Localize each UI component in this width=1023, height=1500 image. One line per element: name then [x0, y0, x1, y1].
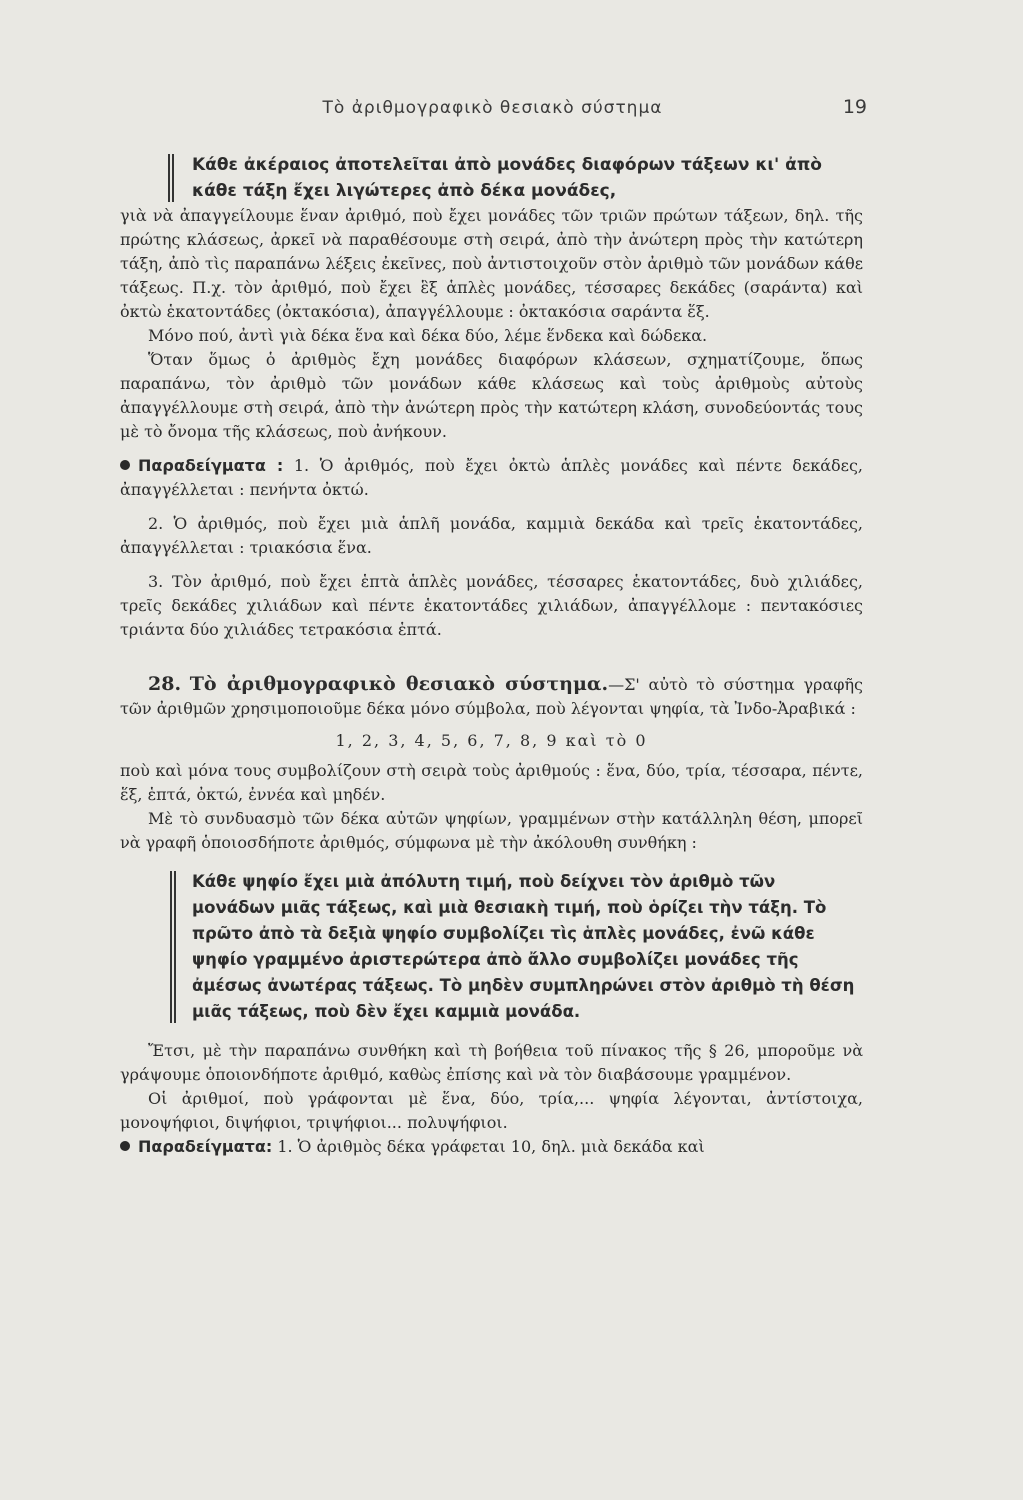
paragraph-digit-names: ποὺ καὶ μόνα τους συμβολίζουν στὴ σειρὰ τοὺς ἀριθμούς : ἕνα, δύο, τρία, τέσσαρα, πέντε, ἕξ, ἑπτά, ὀκτώ, ἐννέα καὶ μηδέν. — [120, 761, 863, 804]
bullet-icon — [120, 1141, 130, 1151]
paragraph-digit-counts: Οἱ ἀριθμοί, ποὺ γράφονται μὲ ἕνα, δύο, τρία,... ψηφία λέγονται, ἀντίστοιχα, μονοψήφιοι, διψήφιοι, τριψήφιοι... πολυψήφιοι. — [120, 1089, 863, 1132]
digits-line: 1, 2, 3, 4, 5, 6, 7, 8, 9 καὶ τὸ 0 — [335, 731, 648, 750]
bullet-icon — [120, 460, 130, 470]
rule-box-1 — [120, 152, 863, 204]
running-header — [120, 98, 865, 126]
section-title: Τὸ ἀριθμογραφικὸ θεσιακὸ σύστημα. — [189, 673, 609, 695]
example-3: 3. Τὸν ἀριθμό, ποὺ ἔχει ἑπτὰ ἁπλὲς μονάδες, τέσσαρες ἑκατοντάδες, δυὸ χιλιάδες, τρεῖς δεκάδες χιλιάδων καὶ πέντε ἑκατοντάδες χιλιάδων, ἀπαγγέλλομε : πεντακόσιες τριάντα δύο χιλιάδες τετρακόσια ἑπτά. — [120, 572, 863, 639]
examples-heading: Παραδείγματα : — [138, 456, 284, 475]
paragraph-classes: Ὅταν ὅμως ὁ ἀριθμὸς ἔχη μονάδες διαφόρων κλάσεων, σχηματίζουμε, ὅπως παραπάνω, τὸν ἀριθμὸ τῶν μονάδων κάθε κλάσεως καὶ τοὺς ἀριθμοὺς αὐτοὺς ἀπαγγέλλουμε στὴ σειρά, ἀπὸ τὴν ἀνώτερη πρὸς τὴν κατώτερη κλάση, συνοδεύοντάς τους μὲ τὸ ὄνομα τῆς κλάσεως, ποὺ ἀνήκουν. — [120, 350, 863, 441]
rule-text-1: Κάθε ἀκέραιος ἀποτελεῖται ἀπὸ μονάδες διαφόρων τάξεων κι' ἀπὸ κάθε τάξη ἔχει λιγώτερες ἀπὸ δέκα μονάδες, — [192, 155, 822, 201]
running-title: Τὸ ἀριθμογραφικὸ θεσιακὸ σύστημα — [322, 98, 663, 118]
rule-box-2: Κάθε ψηφίο ἔχει μιὰ ἀπόλυτη τιμή, ποὺ δείχνει τὸν ἀριθμὸ τῶν μονάδων μιᾶς τάξεως, καὶ μιὰ θεσιακὴ τιμή, ποὺ ὁρίζει τὴν τάξη. Τὸ πρῶτο ἀπὸ τὰ δεξιὰ ψηφίο συμβολίζει τὶς ἁπλὲς μονάδες, ἐνῶ κάθε ψηφίο γραμμένο ἀριστερώτερα ἀπὸ ἄλλο συμβολίζει μονάδες τῆς ἀμέσως ἀνωτέρας τάξεως. Τὸ μηδὲν συμπληρώνει στὸν ἀριθμὸ τὴ θέση μιᾶς τάξεως, ποὺ δὲν ἔχει καμμιὰ μονάδα. — [170, 869, 863, 1025]
section-28 — [120, 672, 863, 721]
example-1 — [120, 454, 863, 502]
example-1-text: 1. Ὁ ἀριθμός, ποὺ ἔχει ὀκτὼ ἁπλὲς μονάδες καὶ πέντε δεκάδες, ἀπαγγέλλεται : πενήντα ὀκτώ. — [120, 456, 864, 499]
example-2: 2. Ὁ ἀριθμός, ποὺ ἔχει μιὰ ἁπλῆ μονάδα, καμμιὰ δεκάδα καὶ τρεῖς ἑκατοντάδες, ἀπαγγέλλεται : τριακόσια ἕνα. — [120, 514, 863, 557]
examples-2-heading: Παραδείγματα: — [138, 1137, 273, 1156]
examples-2-text: 1. Ὁ ἀριθμὸς δέκα γράφεται 10, δηλ. μιὰ δεκάδα καὶ — [277, 1137, 705, 1156]
section-number: 28. — [148, 673, 182, 695]
paragraph-table-reference: Ἔτσι, μὲ τὴν παραπάνω συνθήκη καὶ τὴ βοήθεια τοῦ πίνακος τῆς § 26, μποροῦμε νὰ γράψουμε ὁποιονδήποτε ἀριθμό, καθὼς ἐπίσης καὶ νὰ τὸν διαβάσουμε γραμμένον. — [120, 1041, 863, 1084]
page-number: 19 — [842, 96, 867, 118]
examples-2 — [120, 1135, 863, 1159]
paragraph-eleven-twelve: Μόνο πού, ἀντὶ γιὰ δέκα ἕνα καὶ δέκα δύο, λέμε ἕνδεκα καὶ δώδεκα. — [148, 326, 708, 345]
page-body — [120, 152, 863, 1159]
paragraph-combination: Μὲ τὸ συνδυασμὸ τῶν δέκα αὐτῶν ψηφίων, γραμμένων στὴν κατάλληλη θέση, μπορεῖ νὰ γραφῆ ὁποιοσδήποτε ἀριθμός, σύμφωνα μὲ τὴν ἀκόλουθη συνθήκη : — [120, 809, 863, 852]
section-intro: —Σ' αὐτὸ τὸ σύστημα γραφῆς τῶν ἀριθμῶν χρησιμοποιοῦμε δέκα μόνο σύμβολα, ποὺ λέγονται ψηφία, τὰ Ἰνδο-Ἀραβικά : — [120, 675, 863, 718]
paragraph-reading-numbers: γιὰ νὰ ἀπαγγείλουμε ἕναν ἀριθμό, ποὺ ἔχει μονάδες τῶν τριῶν πρώτων τάξεων, δηλ. τῆς πρώτης κλάσεως, ἀρκεῖ νὰ παραθέσουμε στὴ σειρά, ἀπὸ τὴν ἀνώτερη πρὸς τὴν κατώτερη τάξη, ἀπὸ τὶς παραπάνω λέξεις ἐκεῖνες, ποὺ ἀντιστοιχοῦν στὸν ἀριθμὸ τῶν μονάδων κάθε τάξεως. Π.χ. τὸν ἀριθμό, ποὺ ἔχει ἓξ ἁπλὲς μονάδες, τέσσαρες δεκάδες (σαράντα) καὶ ὀκτὼ ἑκατοντάδες (ὀκτακόσια), ἀπαγγέλλουμε : ὀκτακόσια σαράντα ἕξ. — [120, 206, 863, 321]
